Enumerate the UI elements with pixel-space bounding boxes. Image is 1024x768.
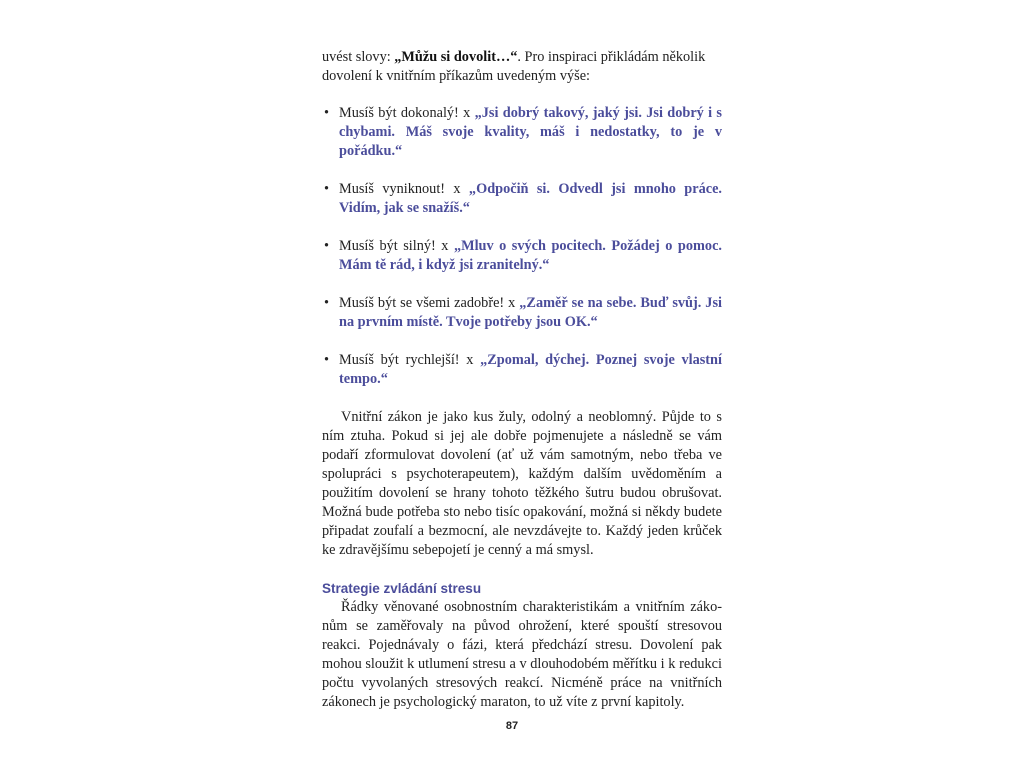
intro-text-before: uvést slovy: [322, 49, 395, 65]
body-paragraph-inner-law: Vnitřní zákon je jako kus žuly, odolný a neoblomný. Půjde to s ním ztuha. Pokud si jej ale dobře pojmenujete a následně se vám podaří zformulovat dovolení (ať už vám samotným, nebo třeba ve spolupráci s psychoterapeutem), každým dalším uvědoměním a použitím dovolení se hrany tohoto těžkého šutru budou obrušovat. Možná bude potřeba sto nebo tisíc opakování, možná si někdy budete připadat zoufalí a bezmocní, ale nevzdávejte to. Každý jeden krůček ke zdravějšímu sebepojetí je cenný a má smysl. [322, 409, 722, 558]
section-heading: Strategie zvládání stresu [322, 581, 482, 596]
bullet-icon: • [324, 105, 330, 121]
list-item [322, 180, 722, 218]
permission-phrase: „Odpočiň si. Odvedl jsi mnoho práce. Vidím, jak se snažíš.“ [339, 181, 722, 216]
bullet-icon: • [324, 352, 330, 368]
bullet-icon: • [324, 295, 330, 311]
body-paragraph-stress-strategy: Řádky věnované osobnostním charakteristikám a vnitřním zákonům se zaměřovaly na původ ohrožení, které spouští stresovou reakci. Pojednávaly o fázi, která předchází stresu. Dovolení pak mohou sloužit k utlumení stresu a v dlouhodobém měřítku i k redukci počtu vyvolaných stresových reakcí. Nicméně práce na vnitřních zákonech je psychologický maraton, to už víte z první kapitoly. [322, 599, 722, 710]
list-item [322, 294, 722, 332]
page-text-block [322, 48, 722, 712]
intro-text-after: . Pro inspiraci přikládám několik dovolení k vnitřním příkazům uvedeným výše: [322, 49, 706, 84]
permission-phrase: „Mluv o svých pocitech. Požádej o pomoc. Mám tě rád, i když jsi zranitelný.“ [339, 238, 722, 273]
permission-phrase: „Zaměř se na sebe. Buď svůj. Jsi na prvním místě. Tvoje potřeby jsou OK.“ [339, 295, 722, 330]
list-item [322, 237, 722, 275]
permission-phrase: „Zpomal, dýchej. Poznej svoje vlastní tempo.“ [339, 352, 722, 387]
inner-command: Musíš být se všemi zadobře! x [339, 295, 520, 311]
bullet-icon: • [324, 181, 330, 197]
page-number: 87 [505, 720, 519, 732]
inner-command: Musíš být silný! x [339, 238, 454, 254]
inner-command: Musíš být rychlejší! x [339, 352, 481, 368]
intro-paragraph [322, 48, 722, 86]
permission-list [322, 104, 722, 389]
list-item [322, 351, 722, 389]
permission-phrase: „Jsi dobrý takový, jaký jsi. Jsi dobrý i s chybami. Máš svoje kvality, máš i nedostatky, to je v pořádku.“ [339, 105, 722, 159]
bullet-icon: • [324, 238, 330, 254]
inner-command: Musíš vyniknout! x [339, 181, 469, 197]
inner-command: Musíš být dokonalý! x [339, 105, 475, 121]
list-item [322, 104, 722, 161]
intro-bold-phrase: „Můžu si dovolit…“ [394, 49, 518, 65]
